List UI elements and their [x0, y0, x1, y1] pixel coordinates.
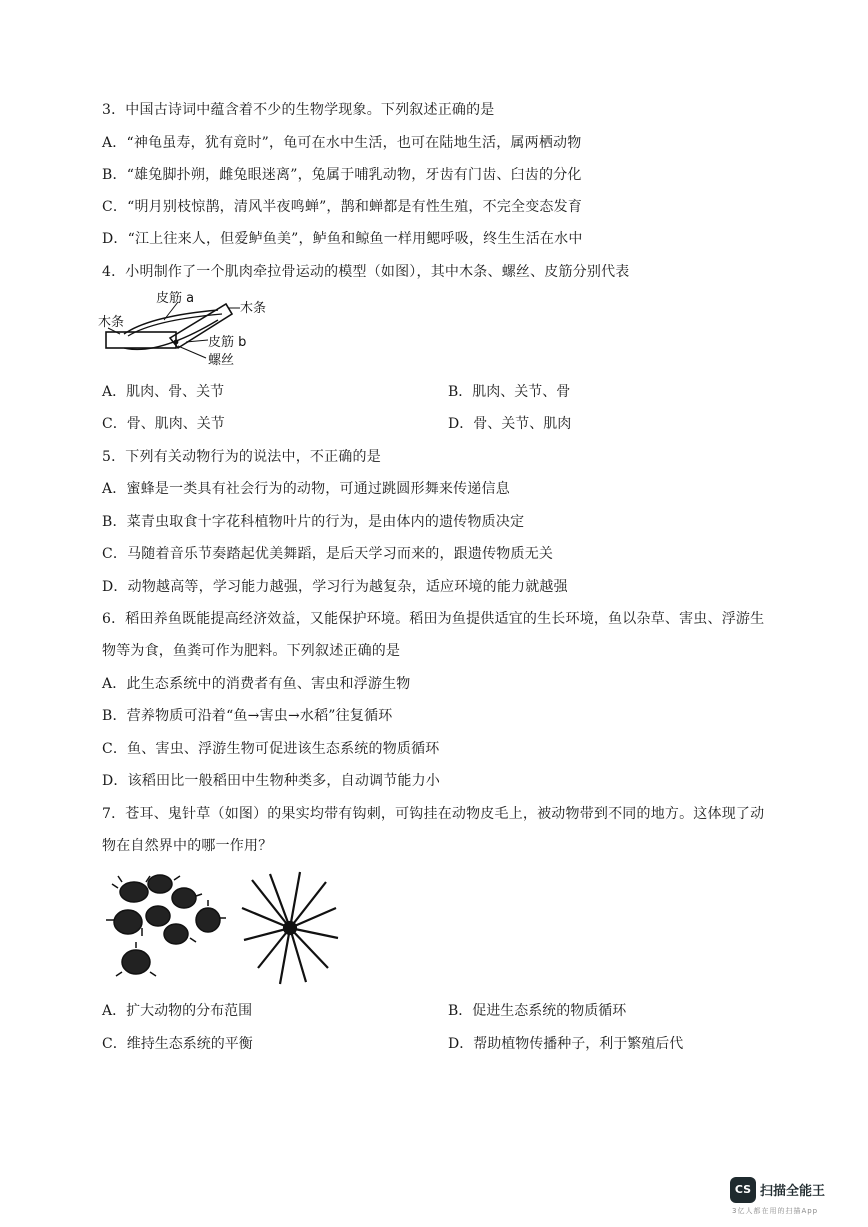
label-band-a: 皮筋 a: [156, 291, 195, 306]
rubber-band-b: [124, 320, 218, 349]
muscle-model-figure: [98, 290, 278, 374]
q6-option-a: A．此生态系统中的消费者有鱼、害虫和浮游生物: [102, 676, 411, 692]
label-wood-right: 木条: [240, 301, 267, 316]
camscanner-logo-icon: CS: [730, 1177, 756, 1203]
q5-option-b: B．菜青虫取食十字花科植物叶片的行为，是由体内的遗传物质决定: [102, 514, 525, 530]
cocklebur-beggarticks-figure: [100, 868, 340, 988]
beggarticks-fruit-image: [242, 872, 338, 984]
label-screw: 螺丝: [208, 353, 235, 368]
camscanner-app-name: 扫描全能王: [760, 1184, 826, 1199]
screw: [174, 340, 179, 345]
q6-stem-line1: 6．稻田养鱼既能提高经济效益，又能保护环境。稻田为鱼提供适宜的生长环境，鱼以杂草、害虫、浮游生: [102, 611, 765, 627]
q4-option-a: A．肌肉、骨、关节: [102, 384, 225, 400]
q3-option-d: D．“江上往来人，但爱鲈鱼美”，鲈鱼和鲸鱼一样用鳃呼吸，终生生活在水中: [102, 231, 583, 247]
q3-option-a: A．“神龟虽寿，犹有竟时”，龟可在水中生活，也可在陆地生活，属两栖动物: [102, 135, 582, 151]
q5-stem: 5．下列有关动物行为的说法中，不正确的是: [102, 449, 381, 465]
q4-stem: 4．小明制作了一个肌肉牵拉骨运动的模型（如图），其中木条、螺丝、皮筋分别代表: [102, 264, 630, 280]
q5-option-a: A．蜜蜂是一类具有社会行为的动物，可通过跳圆形舞来传递信息: [102, 481, 510, 497]
q6-option-d: D．该稻田比一般稻田中生物种类多，自动调节能力小: [102, 773, 441, 789]
q6-option-b: B．营养物质可沿着“鱼→害虫→水稻”往复循环: [102, 708, 393, 724]
cocklebur-fruits-image: [106, 875, 226, 976]
q7-stem-line1: 7．苍耳、鬼针草（如图）的果实均带有钩刺，可钩挂在动物皮毛上，被动物带到不同的地方。这体现了动: [102, 806, 765, 822]
q5-option-c: C．马随着音乐节奏踏起优美舞蹈，是后天学习而来的，跟遗传物质无关: [102, 546, 554, 562]
q7-option-a: A．扩大动物的分布范围: [102, 1003, 253, 1019]
q5-option-d: D．动物越高等，学习能力越强，学习行为越复杂，适应环境的能力就越强: [102, 579, 568, 595]
q3-option-c: C．“明月别枝惊鹊，清风半夜鸣蝉”，鹊和蝉都是有性生殖，不完全变态发育: [102, 199, 583, 215]
q4-option-c: C．骨、肌肉、关节: [102, 416, 225, 432]
q3-stem: 3．中国古诗词中蕴含着不少的生物学现象。下列叙述正确的是: [102, 102, 495, 118]
camscanner-watermark: [730, 1177, 850, 1219]
q7-option-c: C．维持生态系统的平衡: [102, 1036, 253, 1052]
q6-option-c: C．鱼、害虫、浮游生物可促进该生态系统的物质循环: [102, 741, 440, 757]
label-wood-left: 木条: [98, 315, 125, 330]
q3-option-b: B．“雄兔脚扑朔，雌兔眼迷离”，兔属于哺乳动物，牙齿有门齿、臼齿的分化: [102, 167, 582, 183]
camscanner-tagline: 3亿人都在用的扫描App: [732, 1207, 819, 1215]
q6-stem-line2: 物等为食，鱼粪可作为肥料。下列叙述正确的是: [102, 643, 401, 659]
q7-option-b: B．促进生态系统的物质循环: [448, 1003, 627, 1019]
q7-stem-line2: 物在自然界中的哪一作用？: [102, 838, 273, 854]
label-band-b: 皮筋 b: [208, 335, 247, 350]
q4-option-d: D．骨、关节、肌肉: [448, 416, 572, 432]
q4-option-b: B．肌肉、关节、骨: [448, 384, 571, 400]
q7-option-d: D．帮助植物传播种子，利于繁殖后代: [448, 1036, 684, 1052]
wood-strip-left: [106, 332, 176, 348]
